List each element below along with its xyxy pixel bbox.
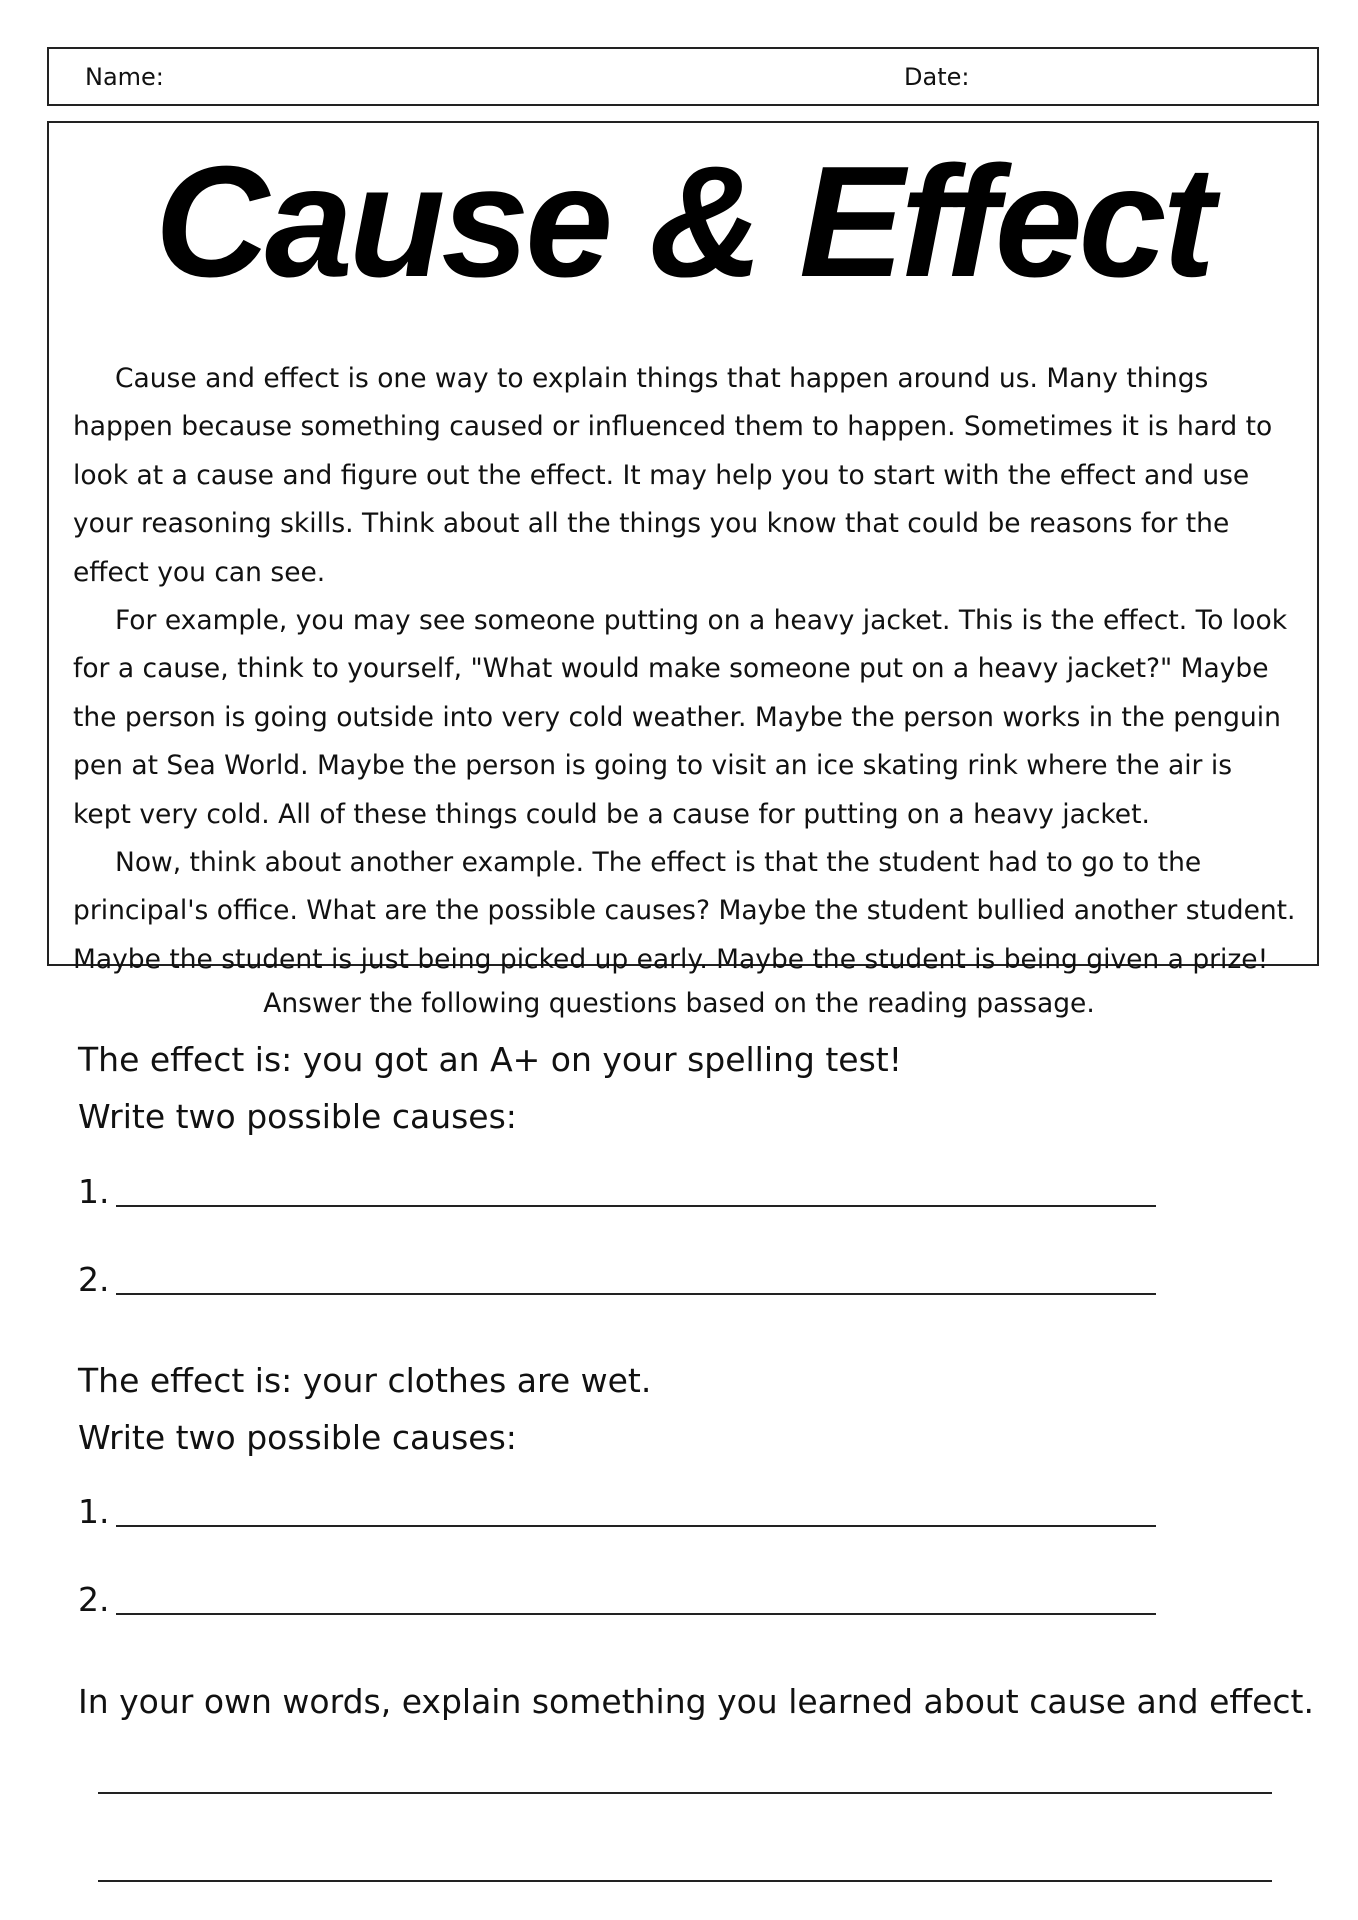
- passage-paragraph-3: Now, think about another example. The effect is that the student had to go to the principal's office. What are the possible causes? Maybe the student bullied another student. Maybe the student is just being picked up early. Maybe the student is being given a prize!: [73, 847, 1296, 975]
- question-2-number-2: 2.: [78, 1580, 110, 1619]
- question-1-number-1: 1.: [78, 1172, 110, 1211]
- question-1-prompt: Write two possible causes:: [78, 1097, 517, 1136]
- question-1-answer-line-2[interactable]: [116, 1293, 1156, 1295]
- final-answer-line-1[interactable]: [98, 1792, 1272, 1794]
- passage-paragraph-2: For example, you may see someone putting on a heavy jacket. This is the effect. To look for a cause, think to yourself, "What would make someone put on a heavy jacket?" Maybe the person is going outside into very cold weather. Maybe the person works in the penguin pen at Sea World. Maybe the person is going to visit an ice skating rink where the air is kept very cold. All of these things could be a cause for putting on a heavy jacket.: [73, 605, 1288, 830]
- question-2-number-1: 1.: [78, 1492, 110, 1531]
- question-2-effect: The effect is: your clothes are wet.: [78, 1361, 652, 1400]
- date-label: Date:: [904, 63, 970, 91]
- question-2-answer-line-1[interactable]: [116, 1525, 1156, 1527]
- reading-passage: [73, 355, 1297, 984]
- reading-passage-box: [47, 121, 1319, 975]
- final-answer-line-2[interactable]: [98, 1880, 1272, 1882]
- question-1-number-2: 2.: [78, 1260, 110, 1299]
- final-question: In your own words, explain something you learned about cause and effect.: [78, 1682, 1314, 1721]
- passage-paragraph-1: Cause and effect is one way to explain things that happen around us. Many things happen because something caused or influenced them to happen. Sometimes it is hard to look at a cause and figure out the effect. It may help you to start with the effect and use your reasoning skills. Think about all the things you know that could be reasons for the effect you can see.: [73, 363, 1273, 588]
- question-2-prompt: Write two possible causes:: [78, 1418, 517, 1457]
- name-label: Name:: [85, 63, 164, 91]
- instructions: Answer the following questions based on the reading passage.: [263, 988, 1095, 1019]
- name-date-header: [47, 47, 1319, 106]
- question-1-answer-line-1[interactable]: [116, 1205, 1156, 1207]
- page-title: Cause & Effect: [154, 134, 1212, 310]
- question-2-answer-line-2[interactable]: [116, 1613, 1156, 1615]
- question-1-effect: The effect is: you got an A+ on your spelling test!: [78, 1040, 902, 1079]
